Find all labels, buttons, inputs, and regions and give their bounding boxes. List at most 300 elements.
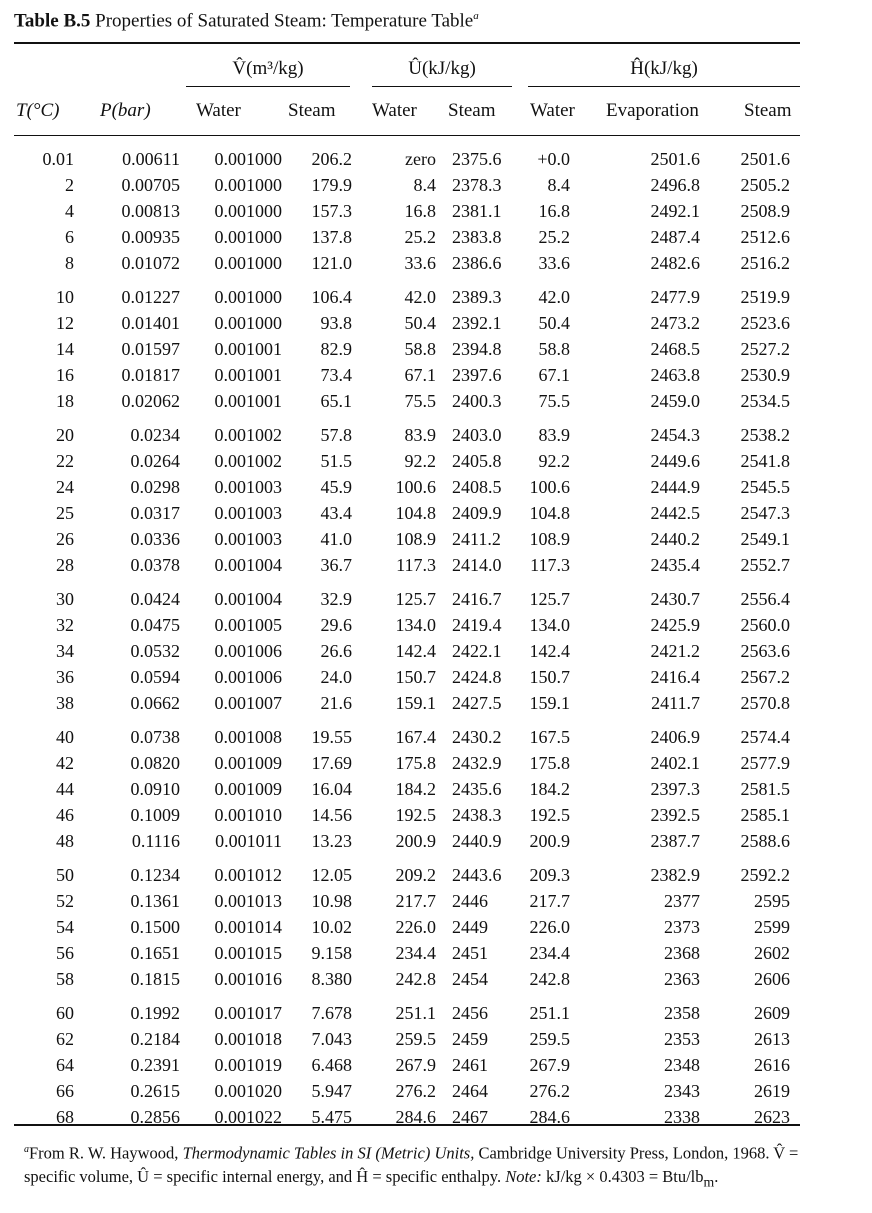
cell-enthalpy-evaporation: 2454.3: [650, 425, 700, 445]
cell-volume-steam: 51.5: [320, 451, 352, 471]
cell-energy-water: 175.8: [395, 753, 436, 773]
cell-enthalpy-water: 142.4: [529, 641, 570, 661]
cell-enthalpy-evaporation: 2468.5: [650, 339, 700, 359]
cell-enthalpy-steam: 2545.5: [740, 477, 790, 497]
footnote-book-title: Thermodynamic Tables in SI (Metric) Units,: [182, 1143, 475, 1163]
cell-temperature: 25: [56, 503, 74, 523]
group-rule-enthalpy: [528, 86, 800, 87]
cell-energy-steam: 2403.0: [452, 425, 502, 445]
cell-energy-water: 33.6: [404, 253, 436, 273]
cell-enthalpy-evaporation: 2442.5: [650, 503, 700, 523]
table-row: [14, 914, 790, 940]
cell-enthalpy-water: 8.4: [547, 175, 570, 195]
cell-volume-water: 0.001017: [214, 1003, 282, 1023]
cell-enthalpy-steam: 2585.1: [740, 805, 790, 825]
cell-volume-steam: 137.8: [311, 227, 352, 247]
cell-volume-water: 0.001014: [214, 917, 282, 937]
cell-enthalpy-water: 33.6: [538, 253, 570, 273]
cell-energy-steam: 2430.2: [452, 727, 502, 747]
cell-enthalpy-steam: 2577.9: [740, 753, 790, 773]
cell-enthalpy-water: 25.2: [538, 227, 570, 247]
cell-energy-steam: 2397.6: [452, 365, 502, 385]
table-row: [14, 1078, 790, 1104]
cell-enthalpy-evaporation: 2501.6: [650, 149, 700, 169]
cell-enthalpy-evaporation: 2392.5: [650, 805, 700, 825]
cell-enthalpy-water: 159.1: [529, 693, 570, 713]
cell-temperature: 60: [56, 1003, 74, 1023]
cell-enthalpy-steam: 2595: [754, 891, 790, 911]
cell-energy-water: 167.4: [395, 727, 436, 747]
cell-enthalpy-evaporation: 2440.2: [650, 529, 700, 549]
cell-volume-steam: 13.23: [311, 831, 352, 851]
cell-volume-water: 0.001006: [214, 641, 282, 661]
cell-pressure: 0.0910: [130, 779, 180, 799]
cell-pressure: 0.1815: [130, 969, 180, 989]
cell-pressure: 0.1009: [130, 805, 180, 825]
cell-enthalpy-steam: 2616: [754, 1055, 790, 1075]
cell-volume-steam: 19.55: [311, 727, 352, 747]
cell-enthalpy-steam: 2523.6: [740, 313, 790, 333]
cell-enthalpy-evaporation: 2353: [664, 1029, 700, 1049]
cell-energy-water: 150.7: [395, 667, 436, 687]
cell-volume-water: 0.001000: [214, 287, 282, 307]
header-volume-steam: Steam: [288, 100, 336, 121]
cell-volume-water: 0.001000: [214, 313, 282, 333]
table-row: [14, 638, 790, 664]
cell-enthalpy-evaporation: 2463.8: [650, 365, 700, 385]
top-rule: [14, 42, 800, 44]
cell-enthalpy-water: 16.8: [538, 201, 570, 221]
table-title-text: Properties of Saturated Steam: Temperature Table: [95, 10, 474, 32]
cell-enthalpy-water: 167.5: [529, 727, 570, 747]
cell-enthalpy-water: 100.6: [529, 477, 570, 497]
cell-temperature: 54: [56, 917, 74, 937]
cell-temperature: 56: [56, 943, 74, 963]
cell-volume-steam: 7.043: [311, 1029, 352, 1049]
header-temperature: T(°C): [16, 100, 60, 121]
footnote-marker: a: [24, 1144, 29, 1155]
cell-enthalpy-evaporation: 2492.1: [650, 201, 700, 221]
cell-enthalpy-evaporation: 2459.0: [650, 391, 700, 411]
cell-enthalpy-steam: 2538.2: [740, 425, 790, 445]
steam-data-table: [14, 146, 790, 1130]
cell-energy-water: 134.0: [395, 615, 436, 635]
group-header-volume: V̂(m³/kg): [232, 58, 304, 79]
cell-energy-water: 259.5: [395, 1029, 436, 1049]
cell-energy-steam: 2446: [452, 891, 488, 911]
cell-enthalpy-steam: 2547.3: [740, 503, 790, 523]
cell-energy-steam: 2454: [452, 969, 488, 989]
cell-enthalpy-water: 67.1: [538, 365, 570, 385]
cell-pressure: 0.00935: [121, 227, 180, 247]
cell-volume-water: 0.001000: [214, 175, 282, 195]
cell-energy-steam: 2427.5: [452, 693, 502, 713]
cell-energy-water: 75.5: [404, 391, 436, 411]
cell-pressure: 0.1651: [130, 943, 180, 963]
cell-enthalpy-steam: 2613: [754, 1029, 790, 1049]
cell-volume-steam: 14.56: [311, 805, 352, 825]
cell-volume-water: 0.001009: [214, 753, 282, 773]
cell-volume-water: 0.001016: [214, 969, 282, 989]
cell-energy-steam: 2408.5: [452, 477, 502, 497]
table-row: [14, 802, 790, 828]
cell-enthalpy-water: 276.2: [529, 1081, 570, 1101]
cell-volume-water: 0.001000: [214, 149, 282, 169]
cell-energy-steam: 2394.8: [452, 339, 502, 359]
cell-enthalpy-water: 217.7: [529, 891, 570, 911]
cell-energy-water: 267.9: [395, 1055, 436, 1075]
cell-energy-steam: 2419.4: [452, 615, 502, 635]
cell-enthalpy-evaporation: 2416.4: [650, 667, 700, 687]
cell-pressure: 0.01072: [121, 253, 180, 273]
cell-pressure: 0.1500: [130, 917, 180, 937]
cell-pressure: 0.0336: [130, 529, 180, 549]
cell-energy-steam: 2467: [452, 1107, 488, 1127]
table-row: [14, 940, 790, 966]
cell-energy-steam: 2383.8: [452, 227, 502, 247]
cell-volume-water: 0.001007: [214, 693, 282, 713]
cell-enthalpy-evaporation: 2435.4: [650, 555, 700, 575]
table-row: [14, 552, 790, 578]
cell-enthalpy-evaporation: 2487.4: [650, 227, 700, 247]
cell-temperature: 18: [56, 391, 74, 411]
cell-enthalpy-steam: 2592.2: [740, 865, 790, 885]
cell-enthalpy-water: 50.4: [538, 313, 570, 333]
cell-volume-water: 0.001019: [214, 1055, 282, 1075]
cell-volume-steam: 82.9: [320, 339, 352, 359]
cell-enthalpy-water: +0.0: [537, 149, 570, 169]
cell-enthalpy-steam: 2606: [754, 969, 790, 989]
footnote-note-label: Note:: [505, 1166, 542, 1186]
cell-pressure: 0.2184: [130, 1029, 180, 1049]
cell-temperature: 52: [56, 891, 74, 911]
cell-pressure: 0.00611: [122, 149, 180, 169]
cell-energy-steam: 2409.9: [452, 503, 502, 523]
cell-enthalpy-steam: 2588.6: [740, 831, 790, 851]
cell-pressure: 0.0532: [130, 641, 180, 661]
cell-enthalpy-steam: 2623: [754, 1107, 790, 1127]
cell-enthalpy-steam: 2508.9: [740, 201, 790, 221]
cell-temperature: 8: [65, 253, 74, 273]
cell-temperature: 28: [56, 555, 74, 575]
cell-enthalpy-evaporation: 2363: [664, 969, 700, 989]
cell-pressure: 0.0298: [130, 477, 180, 497]
cell-volume-steam: 17.69: [311, 753, 352, 773]
table-row: [14, 474, 790, 500]
cell-volume-steam: 121.0: [311, 253, 352, 273]
cell-volume-steam: 5.947: [311, 1081, 352, 1101]
table-row: [14, 992, 790, 1026]
cell-volume-steam: 157.3: [311, 201, 352, 221]
cell-enthalpy-evaporation: 2477.9: [650, 287, 700, 307]
cell-energy-steam: 2392.1: [452, 313, 502, 333]
cell-enthalpy-steam: 2602: [754, 943, 790, 963]
cell-pressure: 0.01227: [121, 287, 180, 307]
cell-enthalpy-evaporation: 2343: [664, 1081, 700, 1101]
cell-enthalpy-steam: 2534.5: [740, 391, 790, 411]
cell-enthalpy-evaporation: 2425.9: [650, 615, 700, 635]
cell-enthalpy-water: 75.5: [538, 391, 570, 411]
cell-volume-water: 0.001000: [214, 201, 282, 221]
cell-enthalpy-water: 83.9: [538, 425, 570, 445]
cell-enthalpy-water: 267.9: [529, 1055, 570, 1075]
header-pressure: P(bar): [100, 100, 151, 121]
header-energy-water: Water: [372, 100, 417, 121]
cell-pressure: 0.00705: [121, 175, 180, 195]
cell-energy-water: 159.1: [395, 693, 436, 713]
bottom-rule: [14, 1124, 800, 1126]
cell-energy-steam: 2461: [452, 1055, 488, 1075]
cell-temperature: 42: [56, 753, 74, 773]
cell-temperature: 14: [56, 339, 74, 359]
cell-pressure: 0.0662: [130, 693, 180, 713]
cell-volume-water: 0.001015: [214, 943, 282, 963]
cell-energy-steam: 2456: [452, 1003, 488, 1023]
cell-energy-water: 42.0: [404, 287, 436, 307]
cell-temperature: 64: [56, 1055, 74, 1075]
cell-enthalpy-steam: 2541.8: [740, 451, 790, 471]
cell-enthalpy-steam: 2567.2: [740, 667, 790, 687]
cell-enthalpy-evaporation: 2358: [664, 1003, 700, 1023]
footnote-end: .: [714, 1166, 719, 1186]
cell-volume-water: 0.001001: [214, 391, 282, 411]
title-footnote-marker: a: [473, 10, 479, 22]
footnote-definitions: Cambridge University Press, London, 1968. V̂ = specific volume, Û = specific internal energy, and Ĥ = specific enthalpy.: [24, 1143, 799, 1186]
table-row: [14, 690, 790, 716]
cell-temperature: 12: [56, 313, 74, 333]
cell-temperature: 46: [56, 805, 74, 825]
cell-enthalpy-water: 125.7: [529, 589, 570, 609]
cell-temperature: 62: [56, 1029, 74, 1049]
cell-volume-steam: 12.05: [311, 865, 352, 885]
cell-enthalpy-evaporation: 2348: [664, 1055, 700, 1075]
cell-pressure: 0.1116: [131, 831, 180, 851]
cell-energy-water: zero: [405, 149, 436, 169]
table-row: [14, 500, 790, 526]
cell-volume-water: 0.001002: [214, 425, 282, 445]
cell-volume-water: 0.001008: [214, 727, 282, 747]
cell-enthalpy-water: 134.0: [529, 615, 570, 635]
table-row: [14, 966, 790, 992]
cell-temperature: 26: [56, 529, 74, 549]
cell-energy-water: 217.7: [395, 891, 436, 911]
cell-volume-steam: 24.0: [320, 667, 352, 687]
cell-energy-water: 200.9: [395, 831, 436, 851]
table-row: [14, 776, 790, 802]
cell-pressure: 0.00813: [121, 201, 180, 221]
cell-volume-steam: 9.158: [311, 943, 352, 963]
cell-volume-water: 0.001003: [214, 503, 282, 523]
cell-enthalpy-water: 184.2: [529, 779, 570, 799]
cell-enthalpy-steam: 2530.9: [740, 365, 790, 385]
table-title: [14, 10, 479, 32]
cell-enthalpy-water: 104.8: [529, 503, 570, 523]
cell-temperature: 48: [56, 831, 74, 851]
cell-enthalpy-steam: 2570.8: [740, 693, 790, 713]
cell-energy-steam: 2414.0: [452, 555, 502, 575]
cell-energy-water: 25.2: [404, 227, 436, 247]
cell-volume-water: 0.001004: [214, 589, 282, 609]
cell-pressure: 0.0264: [130, 451, 180, 471]
cell-energy-water: 234.4: [395, 943, 436, 963]
table-row: [14, 1104, 790, 1130]
cell-enthalpy-evaporation: 2406.9: [650, 727, 700, 747]
cell-energy-water: 108.9: [395, 529, 436, 549]
cell-temperature: 2: [65, 175, 74, 195]
cell-energy-water: 58.8: [404, 339, 436, 359]
table-row: [14, 750, 790, 776]
cell-volume-steam: 73.4: [320, 365, 352, 385]
cell-temperature: 44: [56, 779, 74, 799]
table-row: [14, 388, 790, 414]
cell-enthalpy-water: 226.0: [529, 917, 570, 937]
cell-enthalpy-water: 284.6: [529, 1107, 570, 1127]
cell-energy-water: 67.1: [404, 365, 436, 385]
cell-pressure: 0.0317: [130, 503, 180, 523]
cell-energy-water: 50.4: [404, 313, 436, 333]
cell-energy-water: 125.7: [395, 589, 436, 609]
cell-energy-steam: 2381.1: [452, 201, 502, 221]
cell-energy-steam: 2375.6: [452, 149, 502, 169]
cell-energy-water: 100.6: [395, 477, 436, 497]
cell-volume-water: 0.001000: [214, 253, 282, 273]
table-row: [14, 612, 790, 638]
cell-energy-steam: 2422.1: [452, 641, 502, 661]
cell-energy-water: 192.5: [395, 805, 436, 825]
cell-enthalpy-evaporation: 2421.2: [650, 641, 700, 661]
footnote: [24, 1138, 824, 1193]
cell-enthalpy-water: 175.8: [529, 753, 570, 773]
group-header-enthalpy: Ĥ(kJ/kg): [630, 58, 698, 79]
cell-pressure: 0.0424: [130, 589, 180, 609]
cell-enthalpy-water: 117.3: [530, 555, 570, 575]
cell-temperature: 36: [56, 667, 74, 687]
cell-enthalpy-evaporation: 2496.8: [650, 175, 700, 195]
header-enthalpy-steam: Steam: [744, 100, 792, 121]
cell-temperature: 16: [56, 365, 74, 385]
cell-pressure: 0.01817: [121, 365, 180, 385]
cell-energy-water: 92.2: [404, 451, 436, 471]
cell-volume-steam: 32.9: [320, 589, 352, 609]
cell-volume-water: 0.001013: [214, 891, 282, 911]
cell-pressure: 0.0738: [130, 727, 180, 747]
cell-energy-steam: 2459: [452, 1029, 488, 1049]
cell-volume-steam: 29.6: [320, 615, 352, 635]
cell-energy-steam: 2424.8: [452, 667, 502, 687]
table-row: [14, 578, 790, 612]
cell-energy-steam: 2464: [452, 1081, 488, 1101]
cell-energy-steam: 2416.7: [452, 589, 502, 609]
table-row: [14, 664, 790, 690]
table-label: Table B.5: [14, 10, 91, 32]
cell-enthalpy-steam: 2512.6: [740, 227, 790, 247]
cell-energy-steam: 2411.2: [452, 529, 501, 549]
cell-enthalpy-steam: 2516.2: [740, 253, 790, 273]
cell-enthalpy-water: 92.2: [538, 451, 570, 471]
cell-volume-steam: 57.8: [320, 425, 352, 445]
group-rule-volume: [186, 86, 350, 87]
cell-volume-steam: 41.0: [320, 529, 352, 549]
cell-enthalpy-evaporation: 2411.7: [651, 693, 700, 713]
cell-enthalpy-steam: 2609: [754, 1003, 790, 1023]
table-row: [14, 172, 790, 198]
cell-enthalpy-evaporation: 2377: [664, 891, 700, 911]
cell-enthalpy-water: 200.9: [529, 831, 570, 851]
cell-energy-water: 209.2: [395, 865, 436, 885]
group-rule-internal-energy: [372, 86, 512, 87]
cell-volume-steam: 43.4: [320, 503, 352, 523]
cell-energy-steam: 2400.3: [452, 391, 502, 411]
cell-volume-steam: 93.8: [320, 313, 352, 333]
cell-temperature: 40: [56, 727, 74, 747]
cell-pressure: 0.2391: [130, 1055, 180, 1075]
cell-energy-water: 117.3: [396, 555, 436, 575]
table-row: [14, 362, 790, 388]
table-row: [14, 526, 790, 552]
cell-volume-steam: 10.02: [311, 917, 352, 937]
cell-energy-steam: 2378.3: [452, 175, 502, 195]
table-row: [14, 414, 790, 448]
cell-volume-steam: 206.2: [311, 149, 352, 169]
cell-energy-water: 242.8: [395, 969, 436, 989]
cell-volume-water: 0.001000: [214, 227, 282, 247]
table-row: [14, 146, 790, 172]
cell-pressure: 0.02062: [121, 391, 180, 411]
cell-enthalpy-evaporation: 2387.7: [650, 831, 700, 851]
cell-enthalpy-steam: 2563.6: [740, 641, 790, 661]
cell-pressure: 0.0820: [130, 753, 180, 773]
cell-volume-water: 0.001003: [214, 529, 282, 549]
cell-enthalpy-steam: 2552.7: [740, 555, 790, 575]
cell-energy-water: 16.8: [404, 201, 436, 221]
cell-volume-steam: 8.380: [311, 969, 352, 989]
table-row: [14, 448, 790, 474]
cell-temperature: 10: [56, 287, 74, 307]
cell-enthalpy-steam: 2556.4: [740, 589, 790, 609]
cell-enthalpy-steam: 2574.4: [740, 727, 790, 747]
cell-energy-steam: 2438.3: [452, 805, 502, 825]
header-volume-water: Water: [196, 100, 241, 121]
cell-energy-steam: 2432.9: [452, 753, 502, 773]
cell-temperature: 68: [56, 1107, 74, 1127]
cell-energy-steam: 2386.6: [452, 253, 502, 273]
cell-temperature: 50: [56, 865, 74, 885]
table-row: [14, 716, 790, 750]
cell-volume-water: 0.001002: [214, 451, 282, 471]
cell-energy-steam: 2451: [452, 943, 488, 963]
table-row: [14, 1052, 790, 1078]
cell-enthalpy-evaporation: 2397.3: [650, 779, 700, 799]
cell-volume-steam: 10.98: [311, 891, 352, 911]
cell-temperature: 38: [56, 693, 74, 713]
cell-volume-water: 0.001011: [215, 831, 282, 851]
cell-volume-water: 0.001006: [214, 667, 282, 687]
header-enthalpy-water: Water: [530, 100, 575, 121]
cell-enthalpy-evaporation: 2368: [664, 943, 700, 963]
cell-temperature: 6: [65, 227, 74, 247]
cell-enthalpy-water: 108.9: [529, 529, 570, 549]
footnote-conversion: kJ/kg × 0.4303 = Btu/lb: [541, 1166, 704, 1186]
cell-pressure: 0.01401: [121, 313, 180, 333]
cell-enthalpy-evaporation: 2373: [664, 917, 700, 937]
cell-energy-water: 142.4: [395, 641, 436, 661]
group-header-internal-energy: Û(kJ/kg): [408, 58, 476, 79]
cell-energy-steam: 2440.9: [452, 831, 502, 851]
table-row: [14, 1026, 790, 1052]
cell-temperature: 22: [56, 451, 74, 471]
cell-enthalpy-water: 42.0: [538, 287, 570, 307]
cell-pressure: 0.0475: [130, 615, 180, 635]
